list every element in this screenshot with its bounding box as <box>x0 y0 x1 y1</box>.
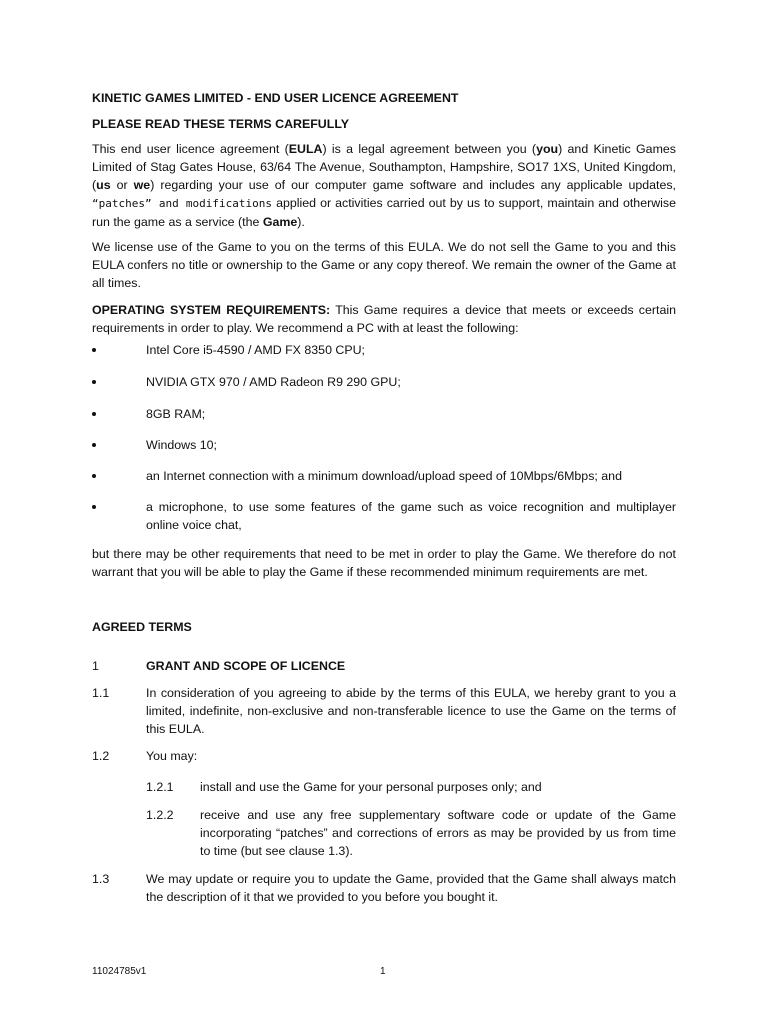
requirements-paragraph: OPERATING SYSTEM REQUIREMENTS: This Game requires a device that meets or exceeds certain requirements in order to play. We recommend a PC with at least the following: <box>92 303 676 335</box>
agreed-terms-heading: AGREED TERMS <box>92 620 192 634</box>
intro-paragraph-2: We license use of the Game to you on the terms of this EULA. We do not sell the Game to you and this EULA confers no title or ownership to the Game or any copy thereof. We remain the owner of the Game at all times. <box>92 240 676 290</box>
intro-paragraph-1: This end user licence agreement (EULA) is a legal agreement between you (you) and Kinetic Games Limited of Stag Gates House, 63/64 The Avenue, Southampton, Hampshire, SO17 1XS, United Kingdom, (us or we) regarding your use of our computer game software and includes any applicable updates, “patches” and modifications applied or activities carried out by us to support, maintain and otherwise run the game as a service (the Game). <box>92 142 677 229</box>
document-subtitle: PLEASE READ THESE TERMS CAREFULLY <box>92 117 350 131</box>
requirements-label: OPERATING SYSTEM REQUIREMENTS: <box>92 303 331 317</box>
requirements-closing: but there may be other requirements that need to be met in order to play the Game. We therefore do not warrant that you will be able to play the Game if these recommended minimum requirements are met. <box>92 547 676 579</box>
document-title: KINETIC GAMES LIMITED - END USER LICENCE AGREEMENT <box>92 91 459 105</box>
document-id: 11024785v1 <box>92 966 147 977</box>
page-number: 1 <box>380 966 386 977</box>
